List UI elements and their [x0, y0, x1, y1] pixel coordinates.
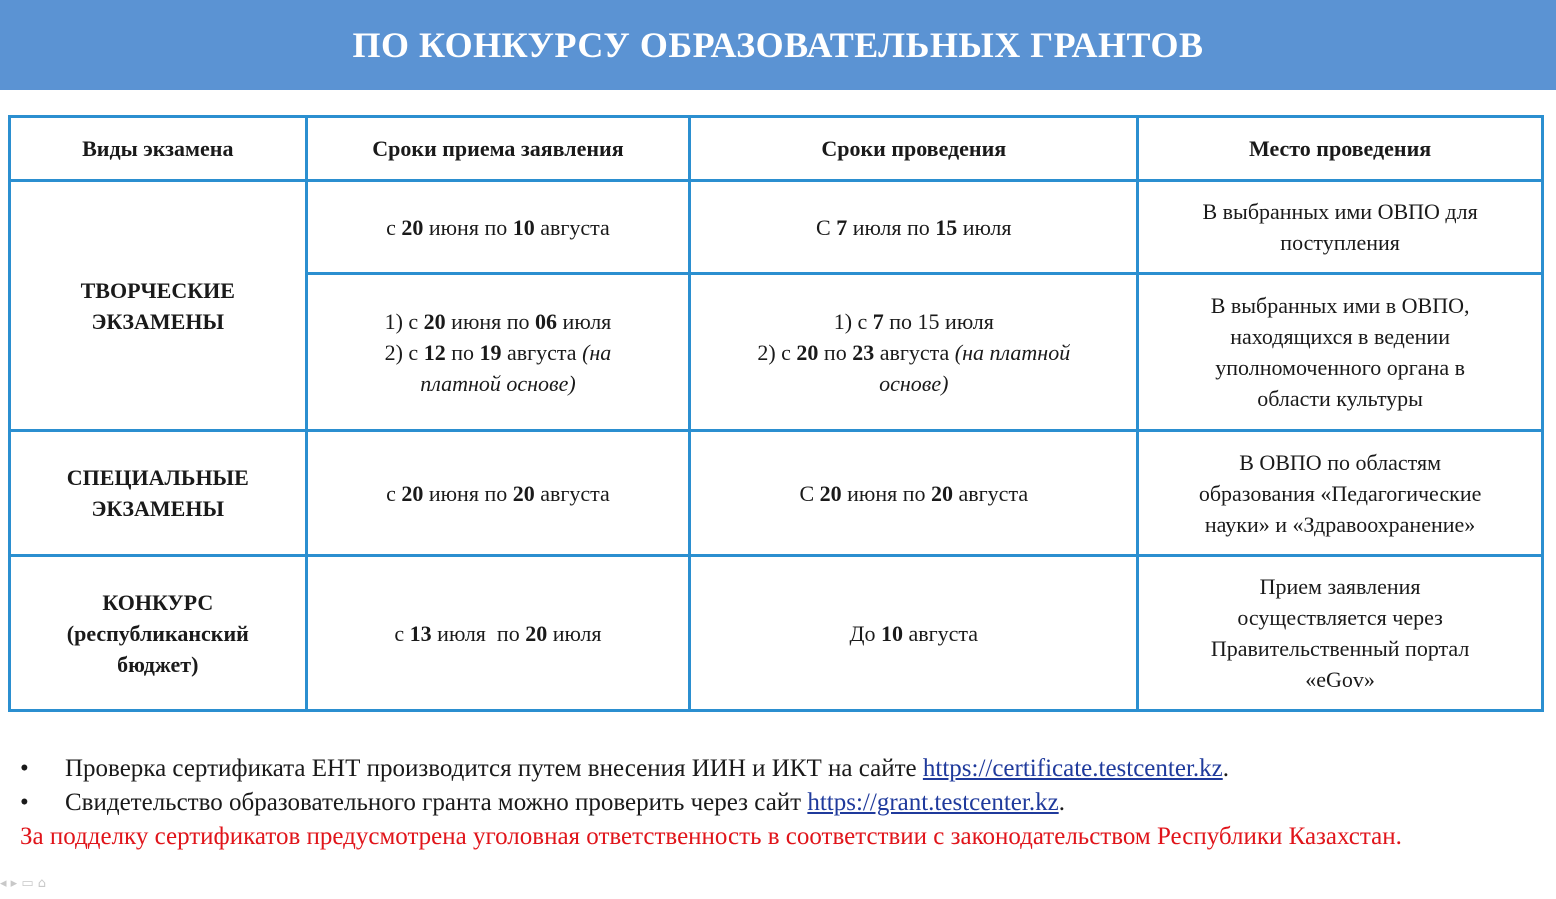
bullet-icon: • [20, 755, 29, 782]
application-dates-cell: с 20 июня по 10 августа [306, 181, 690, 274]
exam-dates-cell: До 10 августа [690, 556, 1138, 711]
column-header-application-dates: Сроки приема заявления [306, 117, 690, 181]
table-row-creative-1 [10, 181, 1543, 274]
exam-type-special: СПЕЦИАЛЬНЫЕ ЭКЗАМЕНЫ [10, 431, 307, 556]
exam-type-label: ТВОРЧЕСКИЕ [80, 277, 235, 303]
title-banner [0, 0, 1556, 90]
application-dates-cell: 1) с 20 июня по 06 июля 2) с 12 по 19 августа (на платной основе) [306, 274, 690, 431]
exam-dates-cell: С 7 июля по 15 июля [690, 181, 1138, 274]
exam-type-contest: КОНКУРС (республиканский бюджет) [10, 556, 307, 711]
exam-type-creative [10, 181, 307, 431]
application-dates-cell: с 13 июля по 20 июля [306, 556, 690, 711]
slide-navigation-icons[interactable]: ◂ ▸ ▭ ⌂ [0, 876, 46, 891]
table-header-row [10, 117, 1543, 181]
location-cell: Прием заявления осуществляется через Правительственный портал «eGov» [1138, 556, 1543, 711]
footnotes [20, 752, 1520, 854]
column-header-exam-type: Виды экзамена [10, 117, 307, 181]
location-cell: В выбранных ими ОВПО для поступления [1138, 181, 1543, 274]
location-cell: В выбранных ими в ОВПО, находящихся в ведении уполномоченного органа в области культуры [1138, 274, 1543, 431]
exam-dates-cell: С 20 июня по 20 августа [690, 431, 1138, 556]
application-dates-cell: с 20 июня по 20 августа [306, 431, 690, 556]
exam-dates-cell: 1) с 7 по 15 июля 2) с 20 по 23 августа (на платной основе) [690, 274, 1138, 431]
column-header-location: Место проведения [1138, 117, 1543, 181]
legal-warning: За подделку сертификатов предусмотрена уголовная ответственность в соответствии с законодательством Республики Казахстан. [20, 823, 1402, 850]
bullet-icon: • [20, 789, 29, 816]
column-header-exam-dates: Сроки проведения [690, 117, 1138, 181]
note-grant-check: • Свидетельство образовательного гранта можно проверить через сайт https://grant.testcenter.kz. [20, 786, 1520, 820]
location-cell: В ОВПО по областям образования «Педагогические науки» и «Здравоохранение» [1138, 431, 1543, 556]
exam-schedule-table [8, 115, 1544, 712]
certificate-link[interactable]: https://certificate.testcenter.kz [922, 755, 1223, 782]
table-row-contest [10, 556, 1543, 711]
grant-link[interactable]: https://grant.testcenter.kz [807, 789, 1059, 816]
table-row-special [10, 431, 1543, 556]
note-certificate-check: • Проверка сертификата ЕНТ производится путем внесения ИИН и ИКТ на сайте https://certificate.testcenter.kz. [20, 752, 1520, 786]
exam-type-label: ЭКЗАМЕНЫ [91, 308, 225, 334]
page-title: ПО КОНКУРСУ ОБРАЗОВАТЕЛЬНЫХ ГРАНТОВ [352, 25, 1204, 65]
